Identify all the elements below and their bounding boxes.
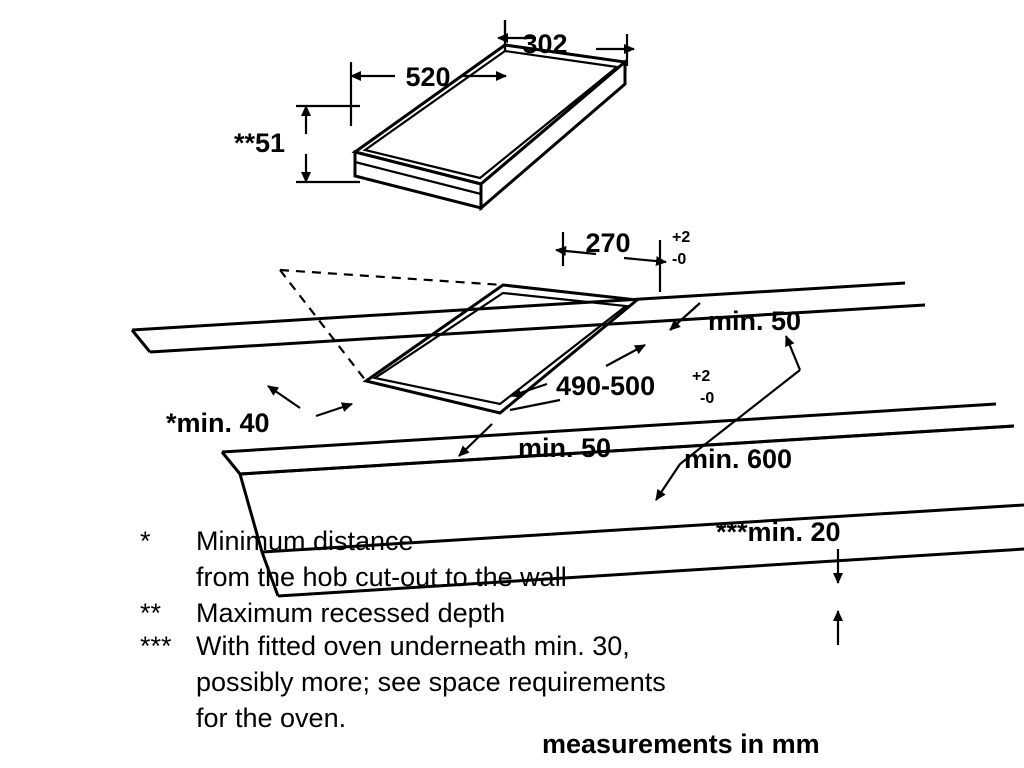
dim-270-tolerance-plus: +2 xyxy=(672,229,691,246)
dim-min600-arrow-down xyxy=(656,464,680,500)
dim-min50-front-arrow xyxy=(459,424,492,456)
projection-line-2 xyxy=(280,270,366,381)
hob-appliance xyxy=(355,45,625,208)
worktop-thickness-top xyxy=(240,426,1014,474)
worktop-front-left-cap xyxy=(222,452,240,474)
dim-490-arrow-high xyxy=(606,345,645,366)
footnote-3-mark: *** xyxy=(140,631,172,661)
footnote-2-line-1: Maximum recessed depth xyxy=(196,598,506,628)
dim-cutout-270 xyxy=(556,228,690,292)
units-note: measurements in mm xyxy=(542,729,820,759)
dim-490-label: 490-500 xyxy=(556,371,656,401)
projection-line-1 xyxy=(280,270,503,285)
dim-min50-right-label: min. 50 xyxy=(708,306,802,336)
dim-min50-front-label: min. 50 xyxy=(518,433,612,463)
dim-490-tolerance-minus: -0 xyxy=(700,390,715,407)
dim-min40-arrow-right xyxy=(316,404,352,416)
dim-min40-arrow-up xyxy=(268,386,300,408)
dim-51-label: **51 xyxy=(233,128,285,158)
footnote-3-line-3: for the oven. xyxy=(196,703,347,733)
dim-min20-label: ***min. 20 xyxy=(716,517,841,547)
worktop-back-edge-inner xyxy=(150,305,925,352)
footnote-3-line-1: With fitted oven underneath min. 30, xyxy=(196,631,630,661)
dim-490-tolerance-plus: +2 xyxy=(692,368,711,385)
dim-490-ext xyxy=(510,400,560,410)
dim-min40-label: *min. 40 xyxy=(166,408,270,438)
dim-min600-label: min. 600 xyxy=(684,444,793,474)
dim-min-20 xyxy=(716,517,841,645)
footnotes xyxy=(140,526,666,733)
dim-270-label: 270 xyxy=(585,228,631,258)
dim-302-label: 302 xyxy=(522,29,568,59)
dim-520-label: 520 xyxy=(405,62,451,92)
footnote-1-line-1: Minimum distance xyxy=(196,526,414,556)
dim-min600-arrow-up xyxy=(786,336,800,370)
worktop-back-left-cap xyxy=(132,330,150,352)
footnote-2-mark: ** xyxy=(140,598,162,628)
footnote-1-mark: * xyxy=(140,526,151,556)
dim-270-tolerance-minus: -0 xyxy=(672,251,687,268)
dim-cutout-490-500 xyxy=(510,345,714,410)
footnote-3-line-2: possibly more; see space requirements xyxy=(196,667,666,697)
dim-min50-right-arrow xyxy=(670,303,700,330)
dim-min-40-left xyxy=(166,386,352,438)
dim-height-51 xyxy=(234,106,360,182)
footnote-1-line-2: from the hob cut-out to the wall xyxy=(196,562,567,592)
